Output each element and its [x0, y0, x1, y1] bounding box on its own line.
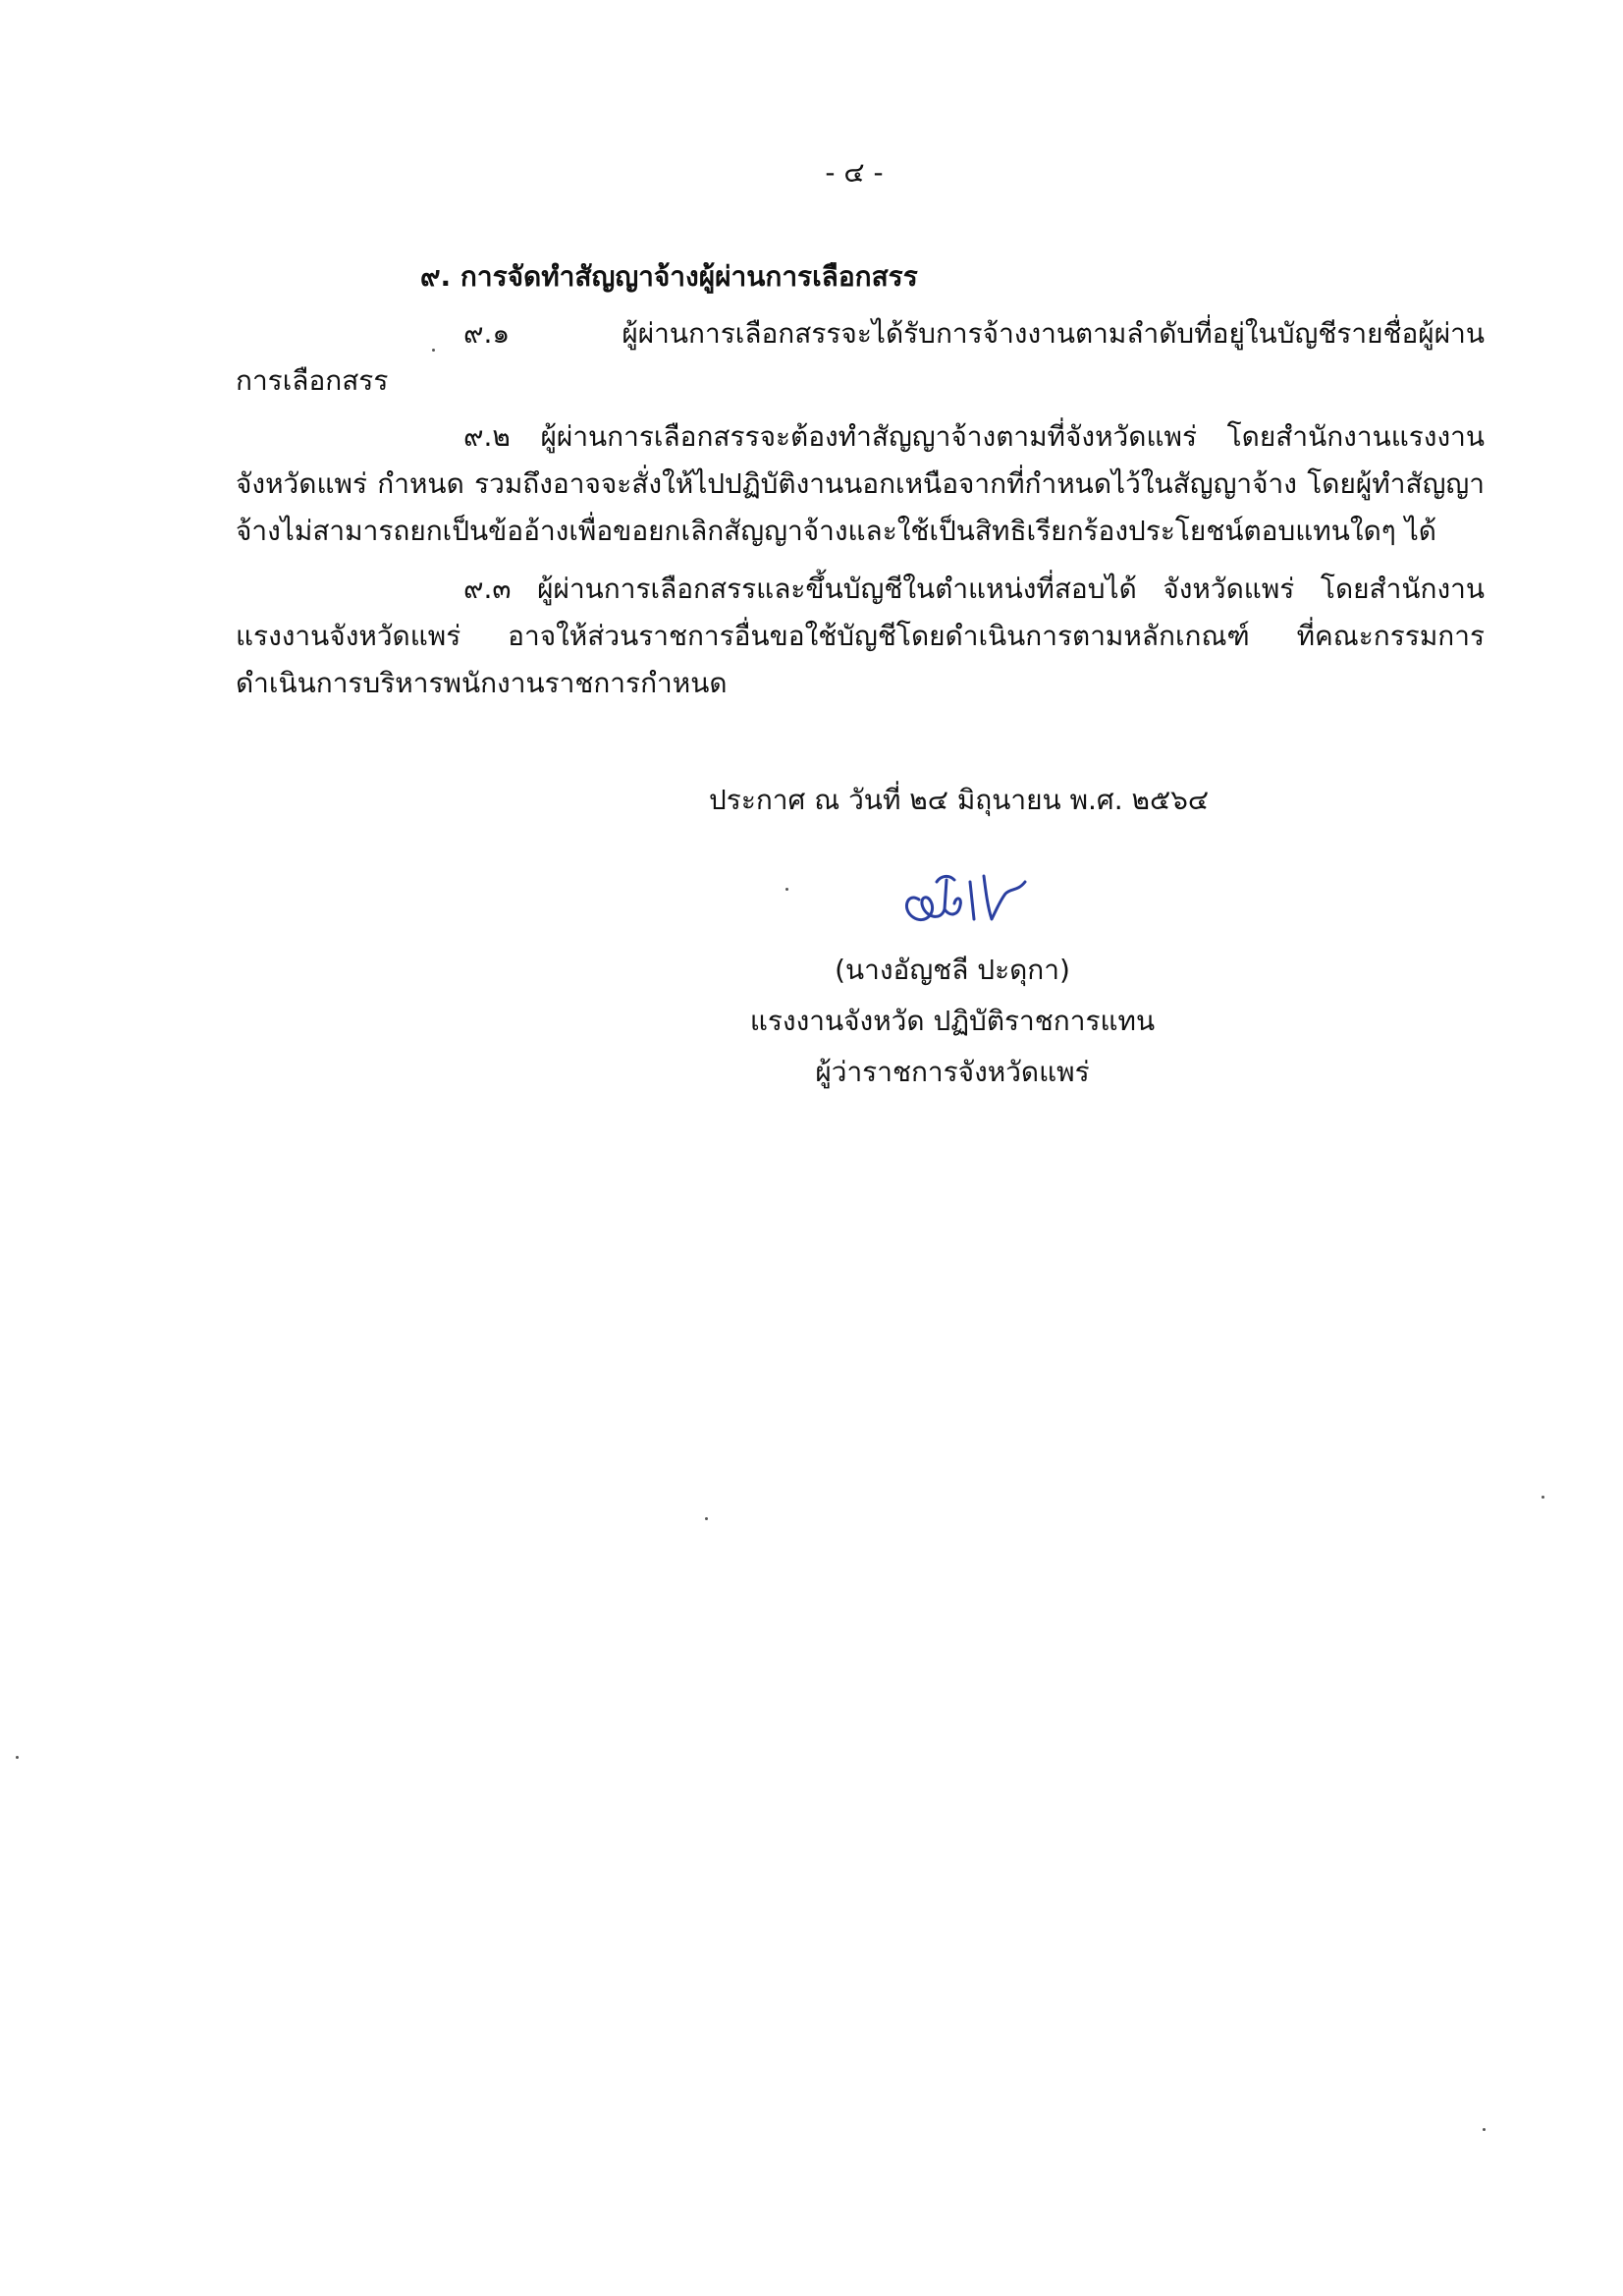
announcement-date: ประกาศ ณ วันที่ ๒๔ มิถุนายน พ.ศ. ๒๕๖๔ — [709, 784, 1210, 816]
signatory-name: (นางอัญชลี ปะดุกา) — [835, 954, 1070, 986]
scan-speck — [432, 349, 435, 352]
scan-speck — [705, 1517, 708, 1520]
item-9-1-line-2: การเลือกสรร — [236, 364, 389, 397]
item-9-2-line-2: จังหวัดแพร่ กำหนด รวมถึงอาจจะสั่งให้ไปปฏิบัติงานนอกเหนือจากที่กำหนดไว้ในสัญญาจ้าง โดยผู้ทำสัญญา — [236, 467, 1485, 500]
item-9-2-line-1: ๙.๒ ผู้ผ่านการเลือกสรรจะต้องทำสัญญาจ้างตามที่จังหวัดแพร่ โดยสำนักงานแรงงาน — [463, 420, 1485, 453]
section-heading: ๙. การจัดทำสัญญาจ้างผู้ผ่านการเลือกสรร — [420, 260, 918, 293]
signatory-title-line-2: ผู้ว่าราชการจังหวัดแพร่ — [815, 1056, 1090, 1088]
item-9-3-line-3: ดำเนินการบริหารพนักงานราชการกำหนด — [236, 667, 728, 699]
page-number: - ๔ - — [825, 156, 884, 189]
scan-speck — [785, 888, 788, 891]
scan-speck — [1483, 2128, 1486, 2131]
scan-speck — [16, 1756, 19, 1759]
item-9-2-line-3: จ้างไม่สามารถยกเป็นข้ออ้างเพื่อขอยกเลิกสัญญาจ้างและใช้เป็นสิทธิเรียกร้องประโยชน์ตอบแทนใดๆ ได้ — [236, 515, 1436, 547]
item-9-1-line-1: ๙.๑ ผู้ผ่านการเลือกสรรจะได้รับการจ้างงานตามลำดับที่อยู่ในบัญชีรายชื่อผู้ผ่าน — [463, 317, 1485, 350]
scan-speck — [1542, 1496, 1544, 1499]
signature-image — [880, 852, 1066, 951]
item-9-3-line-2: แรงงานจังหวัดแพร่ อาจให้ส่วนราชการอื่นขอใช้บัญชีโดยดำเนินการตามหลักเกณฑ์ ที่คณะกรรมการ — [236, 620, 1485, 652]
signatory-title-line-1: แรงงานจังหวัด ปฏิบัติราชการแทน — [749, 1005, 1156, 1037]
item-9-3-line-1: ๙.๓ ผู้ผ่านการเลือกสรรและขึ้นบัญชีในตำแหน่งที่สอบได้ จังหวัดแพร่ โดยสำนักงาน — [463, 573, 1485, 605]
